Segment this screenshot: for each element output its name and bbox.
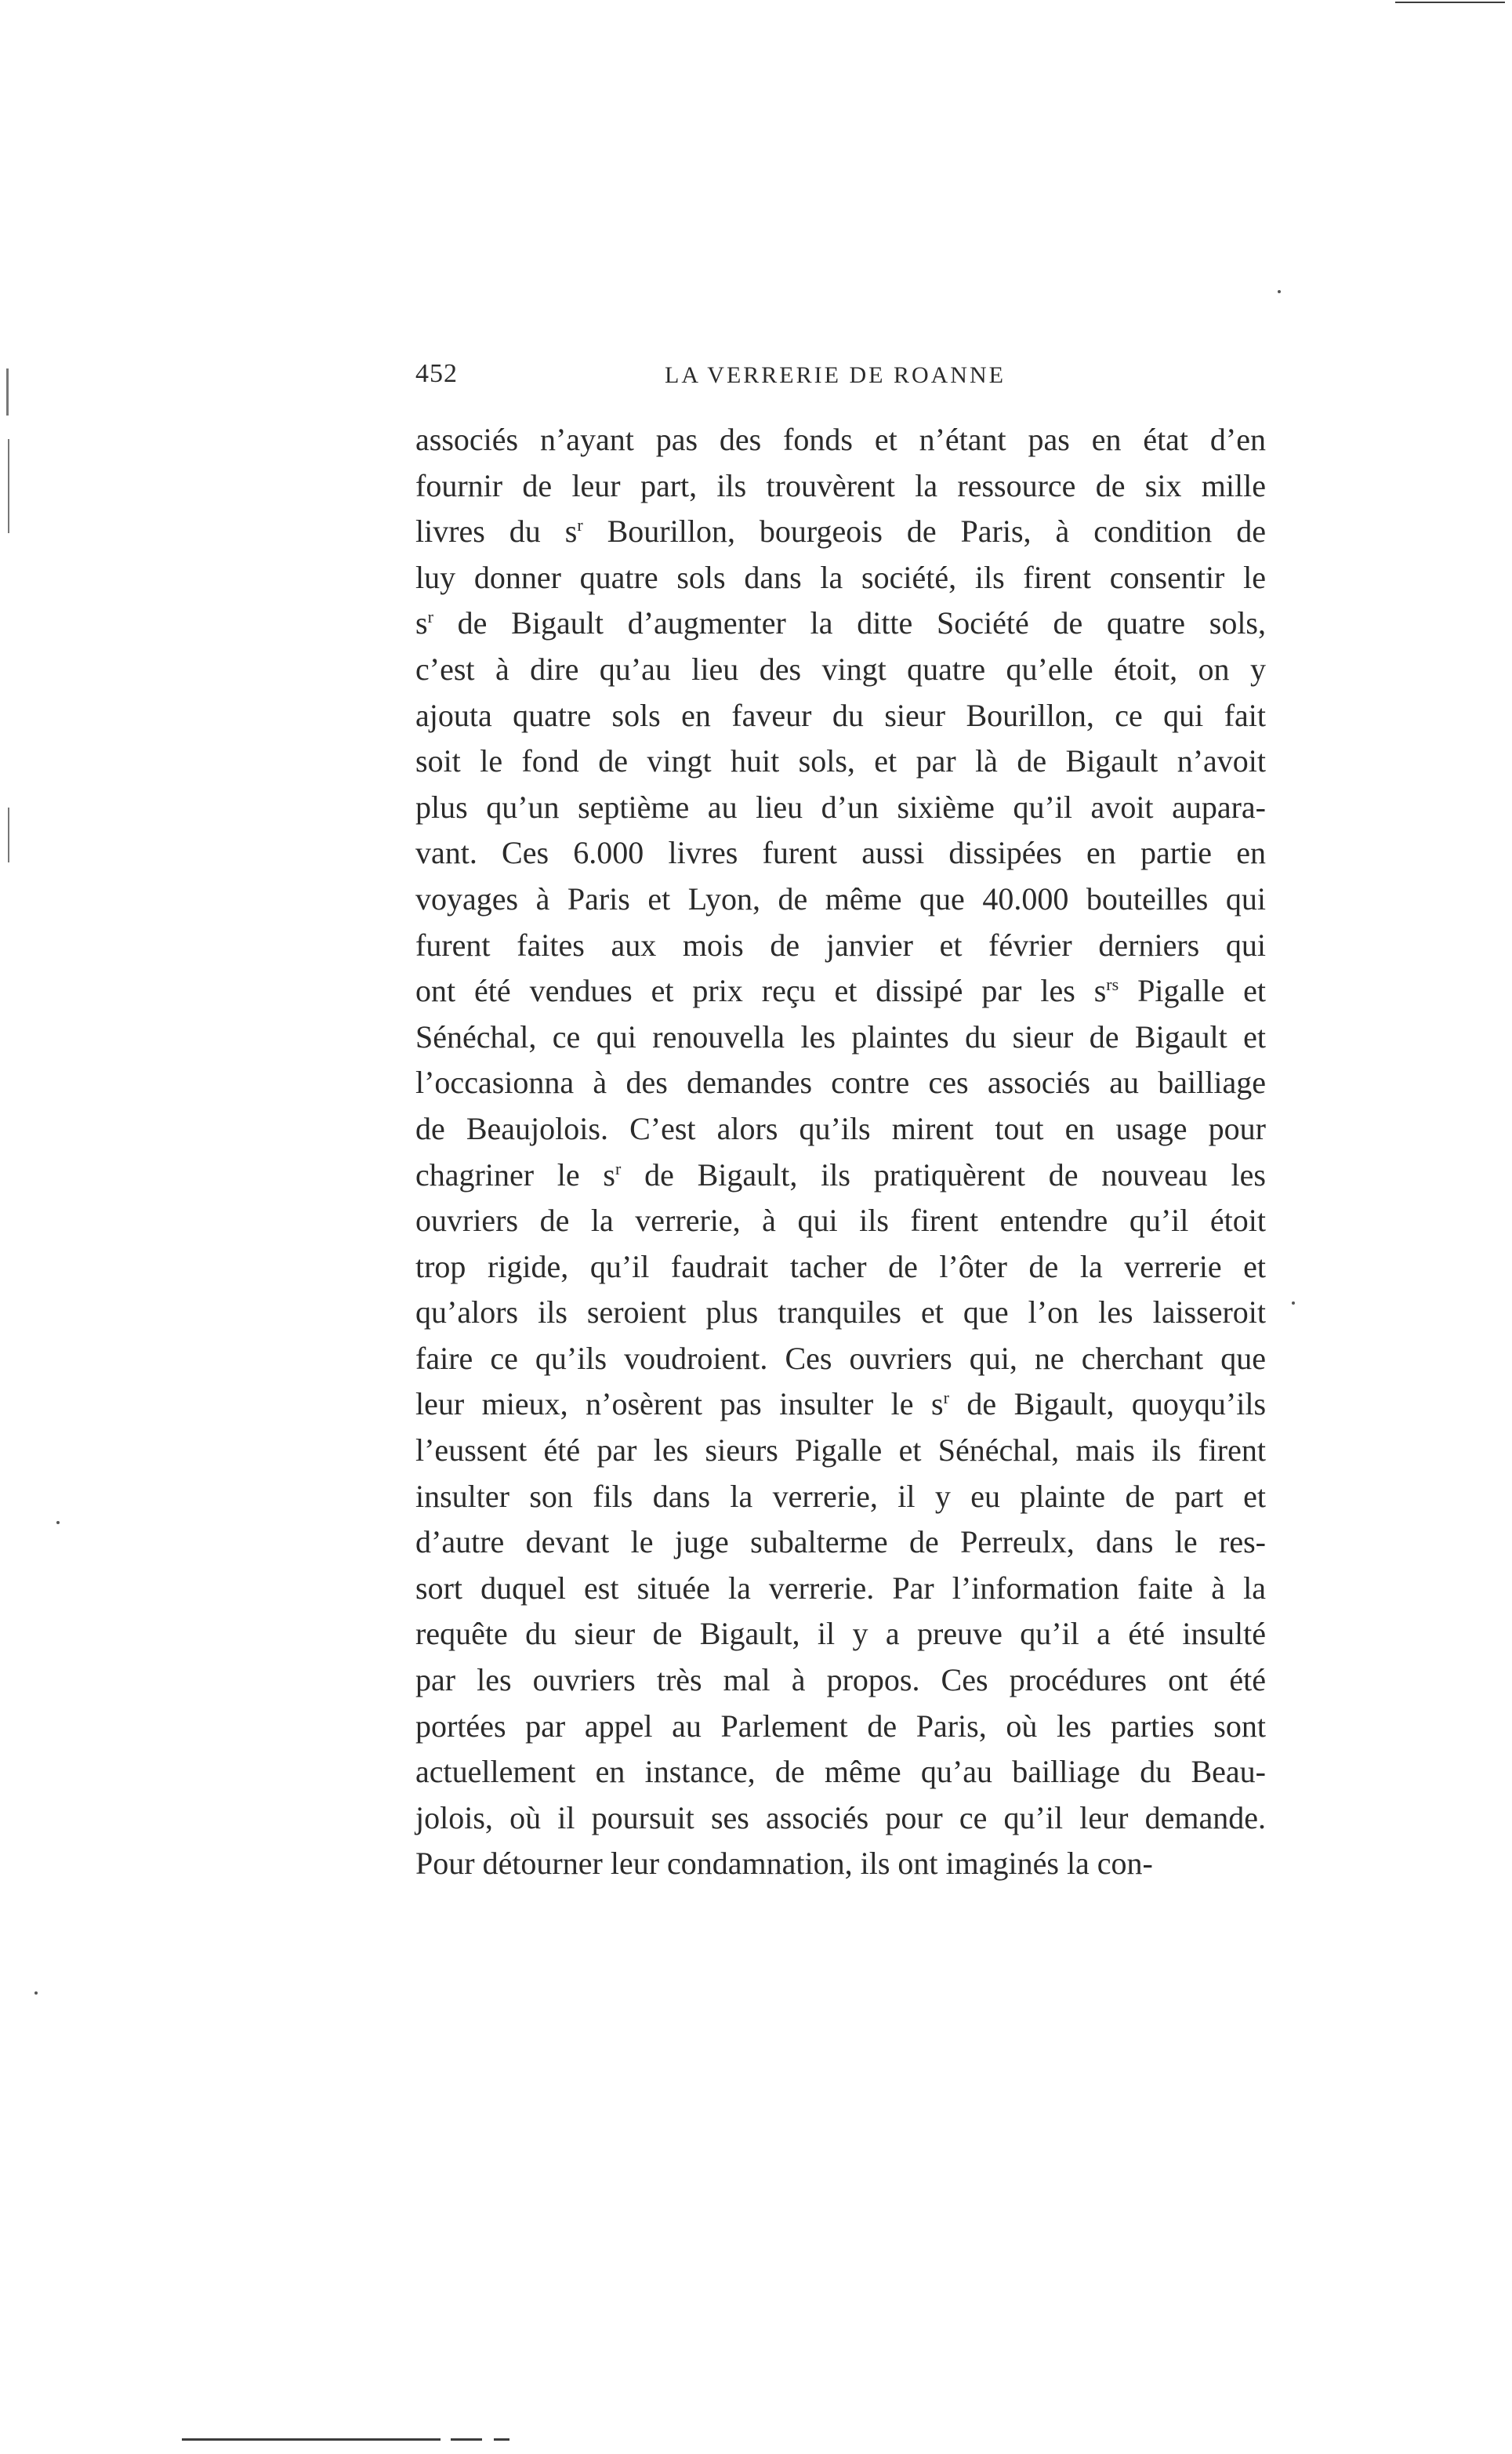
text-line: Pour détourner leur condamnation, ils ont imaginés la con-: [415, 1846, 1153, 1882]
text-line: insulter son fils dans la verrerie, il y eu plainte de part et: [415, 1478, 1266, 1514]
text-line: ouvriers de la verrerie, à qui ils firent entendre qu’il étoit: [415, 1203, 1266, 1239]
text-line: requête du sieur de Bigault, il y a preuve qu’il a été insulté: [415, 1616, 1266, 1652]
scan-margin-mark: [8, 439, 9, 533]
text-line: fournir de leur part, ils trouvèrent la ressource de six mille: [415, 467, 1266, 503]
superscript-abbreviation: r: [577, 515, 583, 535]
text-line: associés n’ayant pas des fonds et n’étant pas en état d’en: [415, 422, 1266, 457]
text-fragment: Bourillon, bourgeois de Paris, à condition de: [582, 514, 1266, 550]
text-line: [415, 1381, 1266, 1428]
text-line: [415, 601, 1266, 647]
text-fragment: de Bigault d’augmenter la ditte Société de quatre sols,: [433, 605, 1266, 641]
superscript-abbreviation: r: [943, 1388, 949, 1408]
text-line: portées par appel au Parlement de Paris, où les parties sont: [415, 1708, 1266, 1744]
text-line: trop rigide, qu’il faudrait tacher de l’ôter de la verrerie et: [415, 1248, 1266, 1284]
text-line: actuellement en instance, de même qu’au bailliage du Beau-: [415, 1754, 1266, 1790]
text-fragment: livres du s: [415, 514, 578, 550]
text-line: jolois, où il poursuit ses associés pour ce qu’il leur demande.: [415, 1799, 1266, 1835]
text-line: luy donner quatre sols dans la société, ils firent consentir le: [415, 559, 1266, 595]
bottom-edge-rule: [494, 2438, 509, 2441]
scan-speck: [1292, 1301, 1295, 1305]
text-line: qu’alors ils seroient plus tranquiles et que l’on les laisseroit: [415, 1294, 1266, 1330]
running-title: LA VERRERIE DE ROANNE: [665, 362, 1006, 388]
superscript-abbreviation: rs: [1106, 975, 1119, 995]
running-head: [415, 359, 1266, 406]
text-fragment: de Bigault, ils pratiquèrent de nouveau les: [621, 1156, 1266, 1193]
text-line: ajouta quatre sols en faveur du sieur Bourillon, ce qui fait: [415, 697, 1266, 733]
text-fragment: s: [415, 605, 428, 641]
top-edge-rule: [1395, 2, 1505, 3]
superscript-abbreviation: r: [615, 1158, 622, 1178]
text-line: [415, 968, 1266, 1015]
scan-margin-mark: [6, 368, 9, 416]
text-line: de Beaujolois. C’est alors qu’ils mirent tout en usage pour: [415, 1110, 1266, 1146]
scan-speck: [34, 1991, 38, 1995]
page-number: 452: [415, 359, 458, 388]
bottom-edge-rule: [182, 2438, 441, 2441]
text-line: Sénéchal, ce qui renouvella les plaintes du sieur de Bigault et: [415, 1018, 1266, 1055]
text-fragment: Pigalle et: [1119, 973, 1266, 1009]
text-fragment: chagriner le s: [415, 1156, 615, 1193]
text-line: soit le fond de vingt huit sols, et par là de Bigault n’avoit: [415, 743, 1266, 779]
text-line: furent faites aux mois de janvier et février derniers qui: [415, 927, 1266, 963]
text-line: [415, 1153, 1266, 1199]
text-line: plus qu’un septième au lieu d’un sixième qu’il avoit aupara-: [415, 789, 1266, 825]
text-fragment: de Bigault, quoyqu’ils: [948, 1386, 1267, 1422]
bottom-edge-rule: [451, 2438, 482, 2441]
text-line: faire ce qu’ils voudroient. Ces ouvriers qui, ne cherchant que: [415, 1340, 1266, 1376]
text-line: vant. Ces 6.000 livres furent aussi dissipées en partie en: [415, 835, 1266, 871]
text-line: d’autre devant le juge subalterme de Perreulx, dans le res-: [415, 1524, 1266, 1560]
text-line: sort duquel est située la verrerie. Par l’information faite à la: [415, 1570, 1266, 1606]
superscript-abbreviation: r: [427, 607, 433, 627]
scan-speck: [56, 1521, 60, 1524]
scan-margin-mark: [8, 808, 9, 862]
text-line: par les ouvriers très mal à propos. Ces procédures ont été: [415, 1662, 1266, 1698]
scan-speck: [1278, 290, 1281, 293]
text-line: l’occasionna à des demandes contre ces associés au bailliage: [415, 1065, 1266, 1101]
text-fragment: leur mieux, n’osèrent pas insulter le s: [415, 1386, 944, 1422]
text-line: c’est à dire qu’au lieu des vingt quatre qu’elle étoit, on y: [415, 651, 1266, 687]
text-line: l’eussent été par les sieurs Pigalle et Sénéchal, mais ils firent: [415, 1432, 1266, 1468]
text-line: [415, 509, 1266, 555]
text-line: voyages à Paris et Lyon, de même que 40.000 bouteilles qui: [415, 880, 1266, 917]
text-fragment: ont été vendues et prix reçu et dissipé par les s: [415, 973, 1107, 1009]
body-text: [415, 417, 1266, 1887]
